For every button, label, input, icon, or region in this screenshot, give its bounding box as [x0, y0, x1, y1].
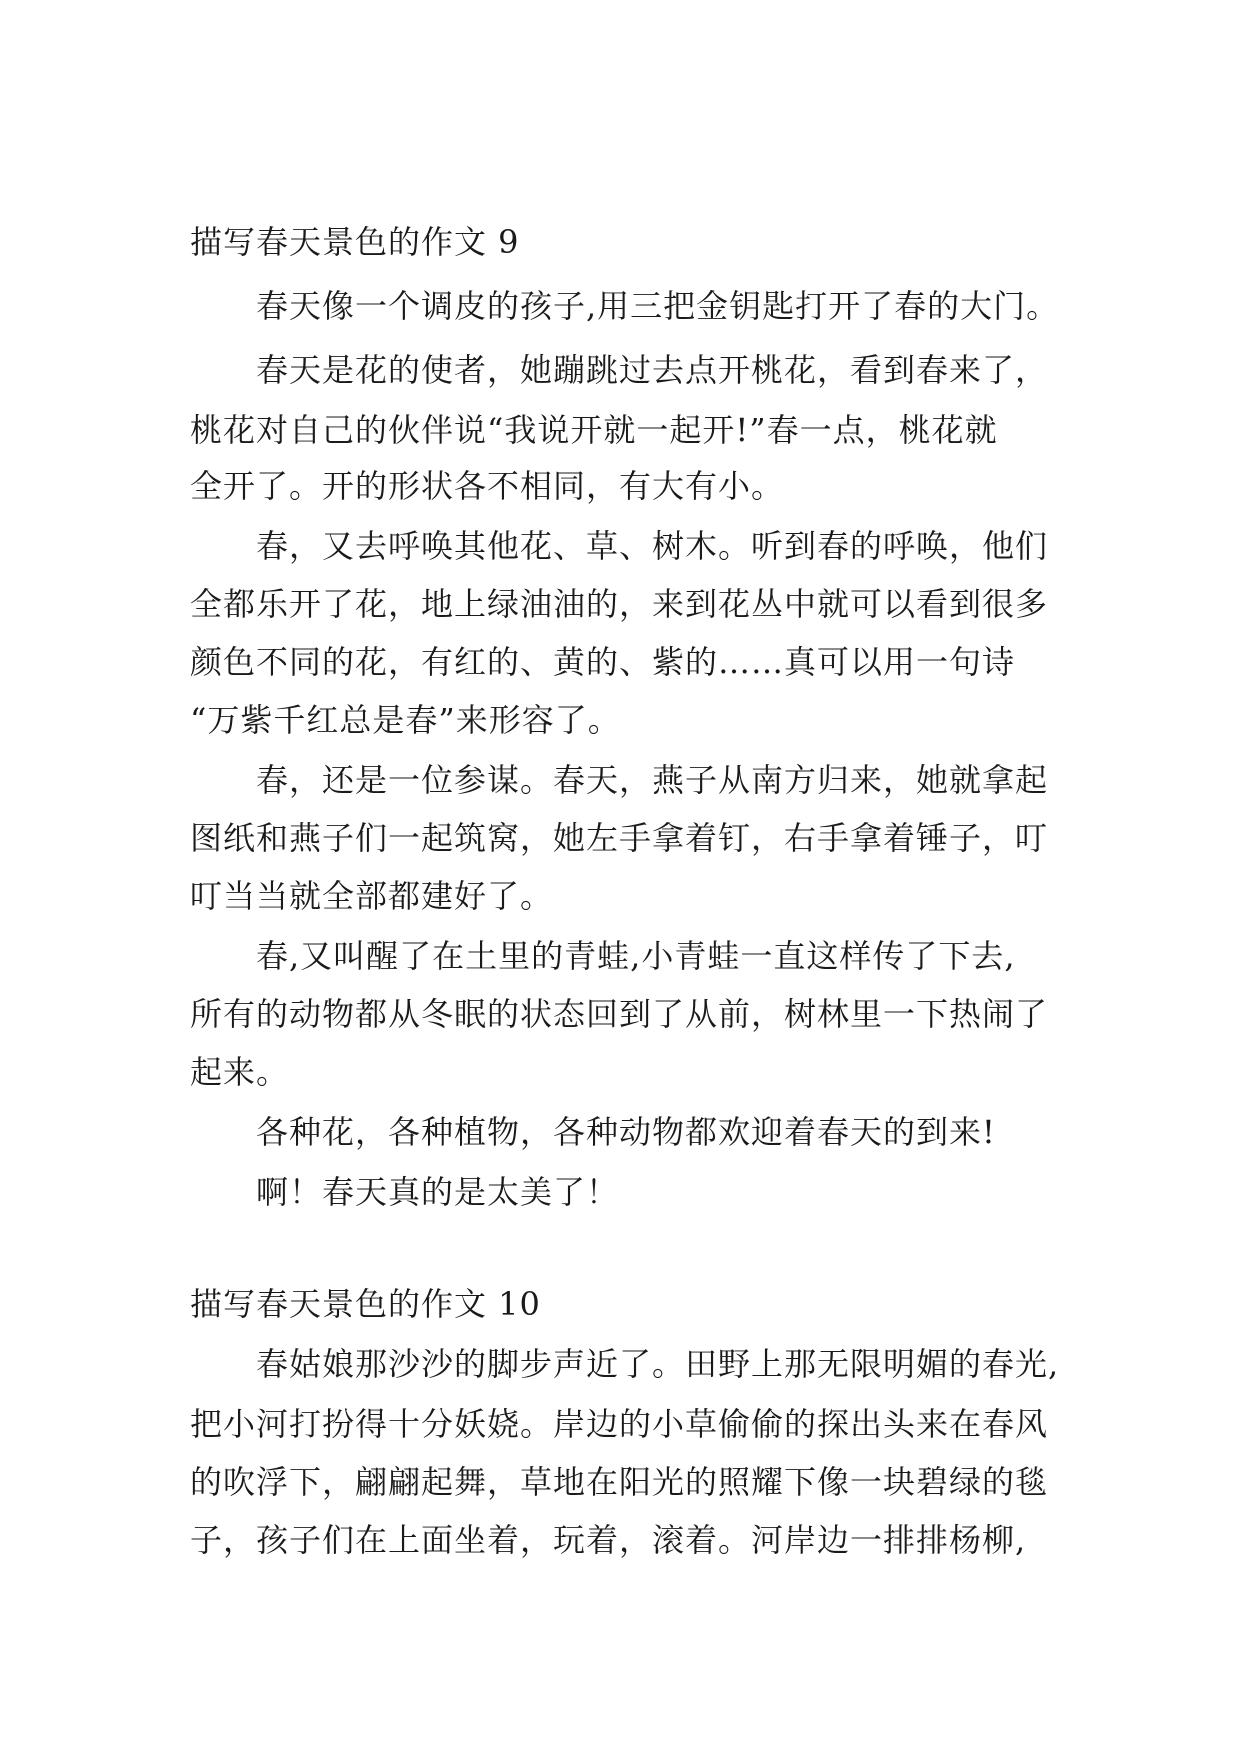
paragraph-line: 春,又叫醒了在土里的青蛙,小青蛙一直这样传了下去, — [256, 937, 1016, 975]
paragraph-line: 颜色不同的花，有红的、黄的、紫的……真可以用一句诗 — [190, 643, 1016, 681]
paragraph-line: 春天是花的使者，她蹦跳过去点开桃花，看到春来了， — [256, 351, 1049, 389]
paragraph-line: 全都乐开了花，地上绿油油的，来到花丛中就可以看到很多 — [190, 585, 1049, 623]
paragraph-line: 子，孩子们在上面坐着，玩着，滚着。河岸边一排排杨柳, — [190, 1521, 1027, 1559]
paragraph-line: 图纸和燕子们一起筑窝，她左手拿着钉，右手拿着锤子，叮 — [190, 819, 1049, 857]
paragraph-line: 春天像一个调皮的孩子,用三把金钥匙打开了春的大门。 — [256, 287, 1060, 325]
section-title: 描写春天景色的作文 10 — [190, 1285, 541, 1323]
paragraph-line: 把小河打扮得十分妖娆。岸边的小草偷偷的探出头来在春风 — [190, 1405, 1049, 1443]
paragraph-line: “万紫千红总是春”来形容了。 — [190, 701, 621, 739]
paragraph-line: 全开了。开的形状各不相同，有大有小。 — [190, 467, 785, 505]
paragraph-line: 所有的动物都从冬眠的状态回到了从前，树林里一下热闹了 — [190, 995, 1049, 1033]
paragraph-line: 春，又去呼唤其他花、草、树木。听到春的呼唤，他们 — [256, 527, 1049, 565]
paragraph-line: 起来。 — [190, 1053, 290, 1091]
paragraph-line: 春姑娘那沙沙的脚步声近了。田野上那无限明媚的春光, — [256, 1345, 1060, 1383]
paragraph-line: 的吹浮下，翩翩起舞，草地在阳光的照耀下像一块碧绿的毯 — [190, 1463, 1049, 1501]
paragraph-line: 春，还是一位参谋。春天，燕子从南方归来，她就拿起 — [256, 761, 1049, 799]
section-title: 描写春天景色的作文 9 — [190, 223, 520, 261]
paragraph-line: 叮当当就全部都建好了。 — [190, 877, 554, 915]
paragraph-line: 桃花对自己的伙伴说“我说开就一起开!”春一点，桃花就 — [190, 411, 998, 449]
paragraph-line: 啊！春天真的是太美了！ — [256, 1173, 620, 1211]
paragraph-line: 各种花，各种植物，各种动物都欢迎着春天的到来! — [256, 1113, 996, 1151]
